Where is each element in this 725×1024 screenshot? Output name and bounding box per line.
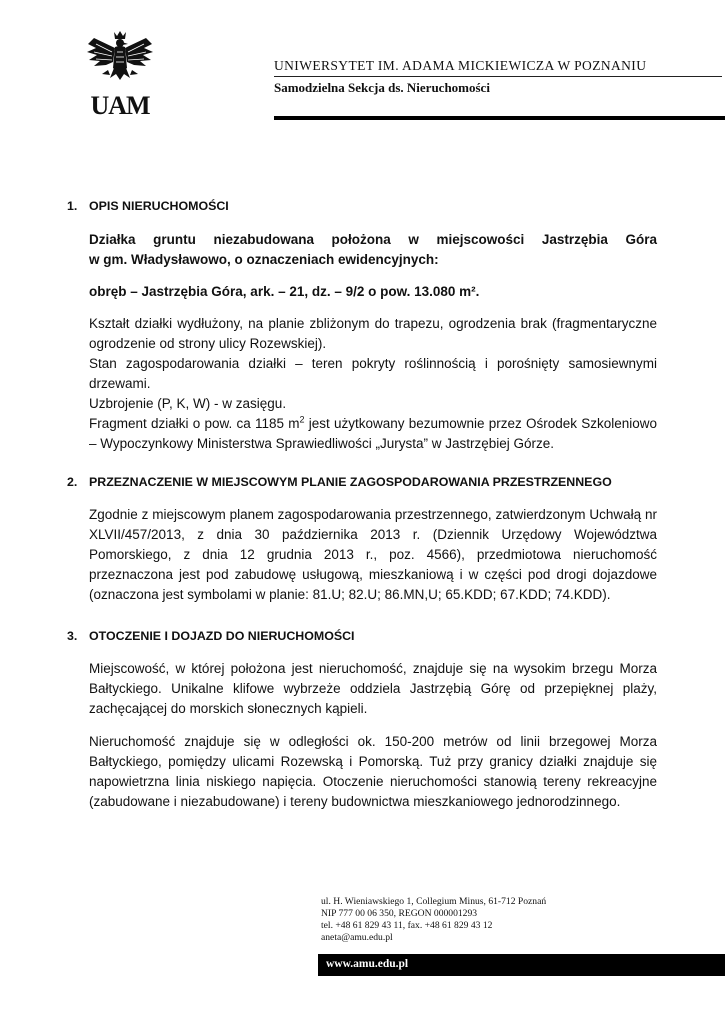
parcel-shape: Kształt działki wydłużony, na planie zbliżonym do trapezu, ogrodzenia brak (fragmentaryczne ogrodzenie od strony ulicy Rozewskiej). bbox=[89, 316, 657, 351]
section-title: OTOCZENIE I DOJAZD DO NIERUCHOMOŚCI bbox=[89, 629, 355, 643]
parcel-utilities: Uzbrojenie (P, K, W) - w zasięgu. bbox=[89, 396, 287, 411]
section-title: OPIS NIERUCHOMOŚCI bbox=[89, 199, 229, 213]
uam-logo bbox=[84, 30, 156, 122]
logo-lettering: UAM bbox=[90, 91, 150, 120]
section-number: 3. bbox=[67, 629, 78, 643]
parcel-designation: obręb – Jastrzębia Góra, ark. – 21, dz. – 9/2 o pow. 13.080 m². bbox=[89, 284, 480, 299]
surroundings-text-1: Miejscowość, w której położona jest nieruchomość, znajduje się na wysokim brzegu Morza Bałtyckiego. Unikalne klifowe wybrzeże oddziela Jastrzębią Górę od przepięknej plaży, zachęcającej do morskich słonecznych kąpieli. bbox=[89, 661, 657, 716]
surroundings-text-2: Nieruchomość znajduje się w odległości ok. 150-200 metrów od linii brzegowej Morza Bałtyckiego, pomiędzy ulicami Rozewską i Pomorską. Tuż przy granicy działki znajduje się napowietrzna linia niskiego napięcia. Otoczenie nieruchomości stanowią tereny rekreacyjne (zabudowane i niezabudowane) i tereny budownictwa mieszkaniowego jednorodzinnego. bbox=[89, 734, 657, 809]
footer-address: ul. H. Wieniawskiego 1, Collegium Minus, 61-712 Poznań bbox=[321, 896, 547, 907]
document-body bbox=[67, 196, 657, 812]
footer-phone: tel. +48 61 829 43 11, fax. +48 61 829 43 12 bbox=[321, 920, 493, 931]
footer-contact bbox=[321, 896, 546, 944]
section-name: Samodzielna Sekcja ds. Nieruchomości bbox=[274, 80, 490, 95]
section-3-heading bbox=[67, 626, 657, 646]
header-divider-thin bbox=[274, 76, 722, 77]
section-2-heading bbox=[67, 472, 657, 492]
zoning-text: Zgodnie z miejscowym planem zagospodarowania przestrzennego, zatwierdzonym Uchwałą nr XLVII/457/2013, z dnia 30 października 2013 r. (Dziennik Urzędowy Województwa Pomorskiego, z dnia 12 grudnia 2013 r., poz. 4566), przedmiotowa nieruchomość przeznaczona jest pod zabudowę usługową, mieszkaniową i w części pod drogi dojazdowe (oznaczona jest symbolami w planie: 81.U; 82.U; 86.MN,U; 65.KDD; 67.KDD; 74.KDD). bbox=[89, 507, 657, 602]
section-number: 2. bbox=[67, 475, 78, 489]
footer-website-link[interactable]: www.amu.edu.pl bbox=[326, 958, 409, 970]
footer-ids: NIP 777 00 06 350, REGON 000001293 bbox=[321, 908, 478, 919]
parcel-intro-line-1: Działka gruntu niezabudowana położona w miejscowości Jastrzębia Góra bbox=[89, 232, 657, 247]
section-number: 1. bbox=[67, 199, 78, 213]
section-title: PRZEZNACZENIE W MIEJSCOWYM PLANIE ZAGOSPODAROWANIA PRZESTRZENNEGO bbox=[89, 475, 612, 489]
fragment-superscript: 2 bbox=[299, 414, 305, 425]
header-divider-thick bbox=[274, 116, 725, 120]
fragment-text-end: jest użytkowany bezumownie przez Ośrodek Szkoleniowo – Wypoczynkowy Ministerstwa Sprawiedliwości „Jurysta” w Jastrzębiej Górze. bbox=[89, 416, 657, 451]
parcel-intro-line-2: w gm. Władysławowo, o oznaczeniach ewidencyjnych: bbox=[89, 252, 439, 267]
parcel-development: Stan zagospodarowania działki – teren pokryty roślinnością i porośnięty samosiewnymi drzewami. bbox=[89, 356, 657, 391]
fragment-text-start: Fragment działki o pow. ca 1185 m bbox=[89, 416, 300, 431]
footer-bar bbox=[318, 954, 725, 976]
footer-email: aneta@amu.edu.pl bbox=[321, 932, 393, 943]
section-1-heading bbox=[67, 196, 657, 216]
parcel-fragment-use bbox=[89, 414, 657, 454]
university-name: UNIWERSYTET IM. ADAMA MICKIEWICZA W POZNANIU bbox=[274, 58, 647, 73]
